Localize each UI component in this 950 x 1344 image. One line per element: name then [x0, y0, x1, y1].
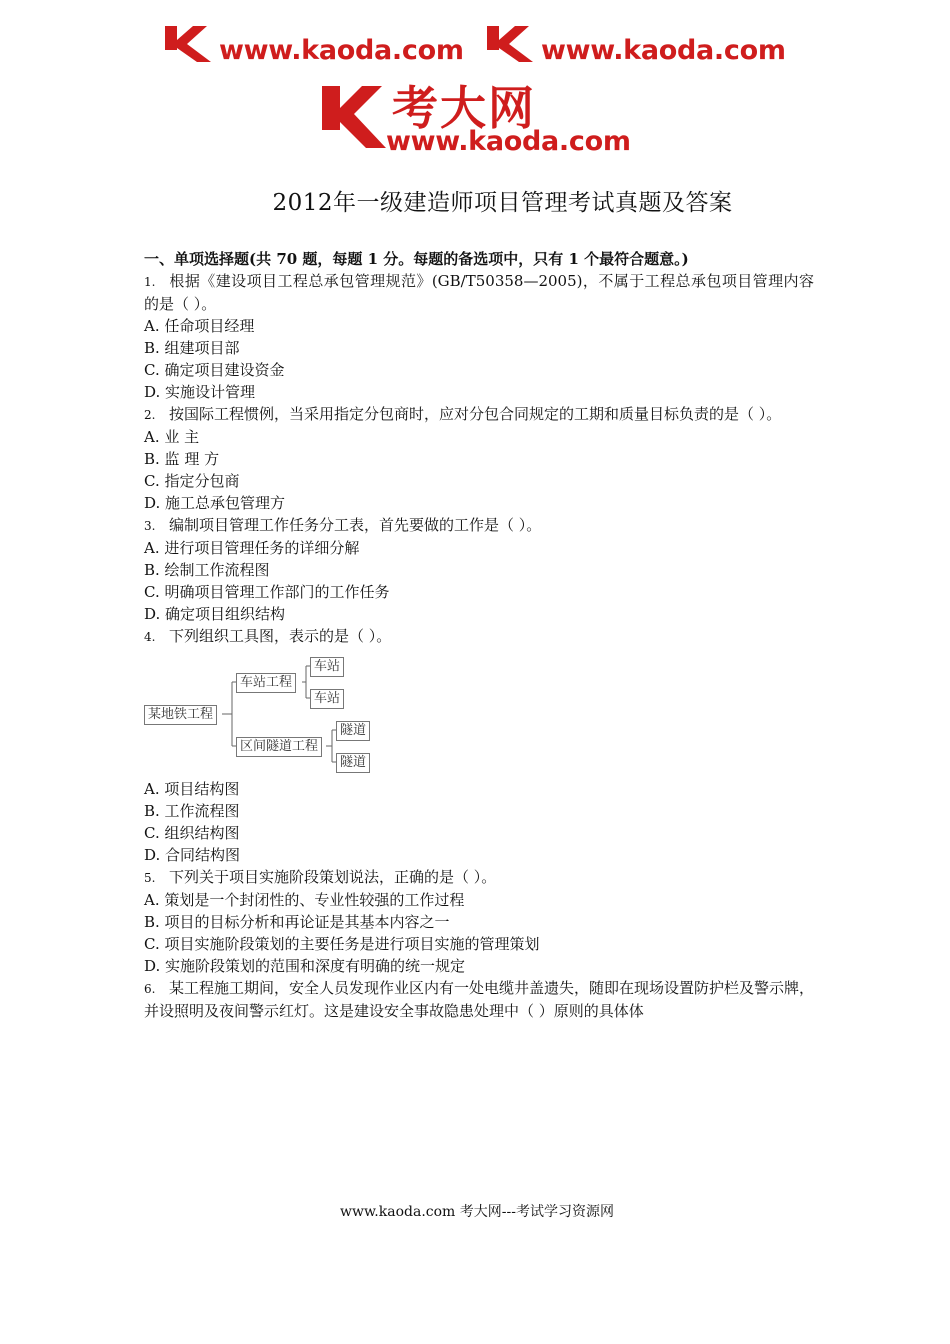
- option: A. 任命项目经理: [144, 317, 255, 335]
- question-text: 编制项目管理工作任务分工表，首先要做的工作是（ ）。: [169, 516, 542, 534]
- question-4: [144, 625, 814, 648]
- question-6: [144, 977, 814, 1022]
- option: C. 确定项目建设资金: [144, 361, 285, 379]
- header-logo-row: [163, 18, 813, 68]
- logo-center: [320, 76, 650, 160]
- diagram-branch-node: 车站工程: [236, 673, 296, 693]
- question-5: [144, 866, 814, 889]
- question-text: 下列组织工具图，表示的是（ ）。: [169, 627, 392, 645]
- option: D. 确定项目组织结构: [144, 605, 286, 623]
- diagram-leaf-node: 隧道: [336, 721, 370, 741]
- diagram-branch-node: 区间隧道工程: [236, 737, 322, 757]
- option: C. 指定分包商: [144, 472, 240, 490]
- kaoda-k-logo-icon: [485, 22, 543, 66]
- page-footer: www.kaoda.com 考大网---考试学习资源网: [340, 1204, 614, 1220]
- option: B. 工作流程图: [144, 802, 240, 820]
- logo-url-center: www.kaoda.com: [386, 126, 631, 157]
- question-1: [144, 270, 814, 315]
- logo-right: [485, 18, 786, 66]
- option: B. 组建项目部: [144, 339, 240, 357]
- diagram-leaf-node: 隧道: [336, 753, 370, 773]
- option: C. 组织结构图: [144, 824, 240, 842]
- diagram-leaf-node: 车站: [310, 689, 344, 709]
- diagram-leaf-node: 车站: [310, 657, 344, 677]
- kaoda-k-logo-icon: [163, 22, 221, 66]
- option: B. 项目的目标分析和再论证是其基本内容之一: [144, 913, 450, 931]
- option: D. 实施设计管理: [144, 383, 256, 401]
- question-text: 根据《建设项目工程总承包管理规范》(GB/T50358—2005)，不属于工程总承包项目管理内容的是（ ）。: [144, 272, 814, 313]
- option: C. 明确项目管理工作部门的工作任务: [144, 583, 390, 601]
- question-2: [144, 403, 814, 426]
- question-text: 某工程施工期间，安全人员发现作业区内有一处电缆井盖遗失，随即在现场设置防护栏及警示牌，并设照明及夜间警示红灯。这是建设安全事故隐患处理中（ ）原则的具体体: [144, 979, 815, 1020]
- option: A. 业 主: [144, 428, 200, 446]
- question-text: 按国际工程惯例，当采用指定分包商时，应对分包合同规定的工期和质量目标负责的是（ ）。: [169, 405, 782, 423]
- question-number: 3.: [144, 519, 156, 533]
- question-3: [144, 514, 814, 537]
- option: A. 策划是一个封闭性的、专业性较强的工作过程: [144, 891, 465, 909]
- logo-left: [163, 18, 464, 66]
- option: D. 施工总承包管理方: [144, 494, 286, 512]
- option: A. 进行项目管理任务的详细分解: [144, 539, 360, 557]
- org-tool-diagram: [144, 654, 379, 774]
- page-title: 2012年一级建造师项目管理考试真题及答案: [272, 190, 733, 216]
- option: D. 实施阶段策划的范围和深度有明确的统一规定: [144, 957, 466, 975]
- option: C. 项目实施阶段策划的主要任务是进行项目实施的管理策划: [144, 935, 540, 953]
- question-number: 2.: [144, 408, 156, 422]
- option: D. 合同结构图: [144, 846, 241, 864]
- question-number: 1.: [144, 275, 156, 289]
- question-number: 6.: [144, 982, 156, 996]
- logo-cn-text: 考大网: [392, 81, 536, 135]
- option: B. 监 理 方: [144, 450, 220, 468]
- logo-url-left: www.kaoda.com: [219, 35, 464, 66]
- question-text: 下列关于项目实施阶段策划说法，正确的是（ ）。: [169, 868, 497, 886]
- question-number: 5.: [144, 871, 156, 885]
- logo-url-right: www.kaoda.com: [541, 35, 786, 66]
- question-number: 4.: [144, 630, 156, 644]
- option: A. 项目结构图: [144, 780, 240, 798]
- option: B. 绘制工作流程图: [144, 561, 270, 579]
- section-heading: 一、单项选择题(共 70 题，每题 1 分。每题的备选项中，只有 1 个最符合题意。): [144, 250, 689, 268]
- diagram-root-node: 某地铁工程: [144, 705, 217, 725]
- document-body: [144, 248, 814, 1022]
- kaoda-k-big-logo-icon: [320, 78, 390, 152]
